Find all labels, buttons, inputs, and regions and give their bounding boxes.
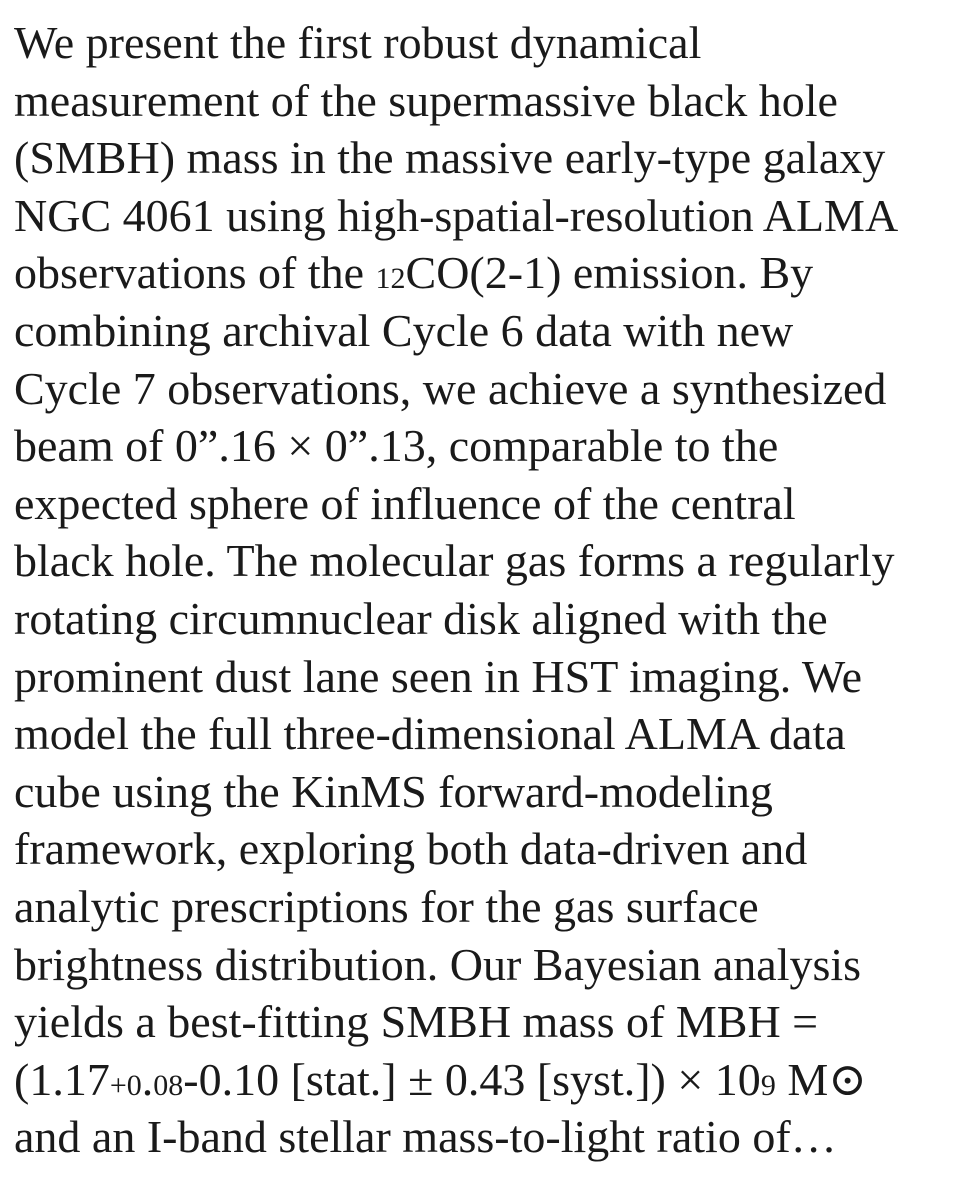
abstract-line: model the full three-dimensional ALMA data <box>14 708 846 760</box>
abstract-text <box>14 14 954 1166</box>
abstract-line-part: (1.17 <box>14 1053 110 1105</box>
abstract-line-part: M⊙ <box>775 1053 867 1105</box>
uncertainty-superscript: 08 <box>153 1068 184 1102</box>
abstract-line: black hole. The molecular gas forms a regularly <box>14 535 895 587</box>
abstract-line: brightness distribution. Our Bayesian analysis <box>14 938 862 990</box>
abstract-line-part: observations of the <box>14 247 376 299</box>
abstract-line-part: -0.10 [stat.] ± 0.43 [syst.]) × 10 <box>183 1053 761 1105</box>
abstract-line: We present the first robust dynamical <box>14 17 702 68</box>
abstract-line: (SMBH) mass in the massive early-type galaxy <box>14 132 886 184</box>
abstract-line-part: CO(2-1) emission. By <box>405 247 814 299</box>
abstract-line: expected sphere of influence of the central <box>14 477 796 529</box>
abstract-line <box>14 1051 954 1109</box>
abstract-line: yields a best-fitting SMBH mass of MBH = <box>14 996 819 1048</box>
abstract-line: NGC 4061 using high-spatial-resolution ALMA <box>14 189 899 241</box>
isotope-superscript: 12 <box>375 262 406 296</box>
abstract-line: combining archival Cycle 6 data with new <box>14 304 794 356</box>
abstract-line <box>14 244 954 302</box>
abstract-line-part: . <box>141 1053 154 1105</box>
abstract-line: and an I-band stellar mass-to-light ratio of… <box>14 1111 837 1163</box>
abstract-line: Cycle 7 observations, we achieve a synthesized <box>14 362 887 414</box>
abstract-line: analytic prescriptions for the gas surface <box>14 880 759 932</box>
abstract-line: measurement of the supermassive black hole <box>14 74 838 126</box>
abstract-line: prominent dust lane seen in HST imaging. We <box>14 650 863 702</box>
abstract-line: cube using the KinMS forward-modeling <box>14 765 773 817</box>
abstract-line: framework, exploring both data-driven and <box>14 823 808 875</box>
abstract-line: rotating circumnuclear disk aligned with the <box>14 592 828 644</box>
abstract-line: beam of 0”.16 × 0”.13, comparable to the <box>14 420 779 472</box>
exponent-superscript: 9 <box>760 1068 776 1102</box>
uncertainty-superscript: +0 <box>109 1068 142 1102</box>
